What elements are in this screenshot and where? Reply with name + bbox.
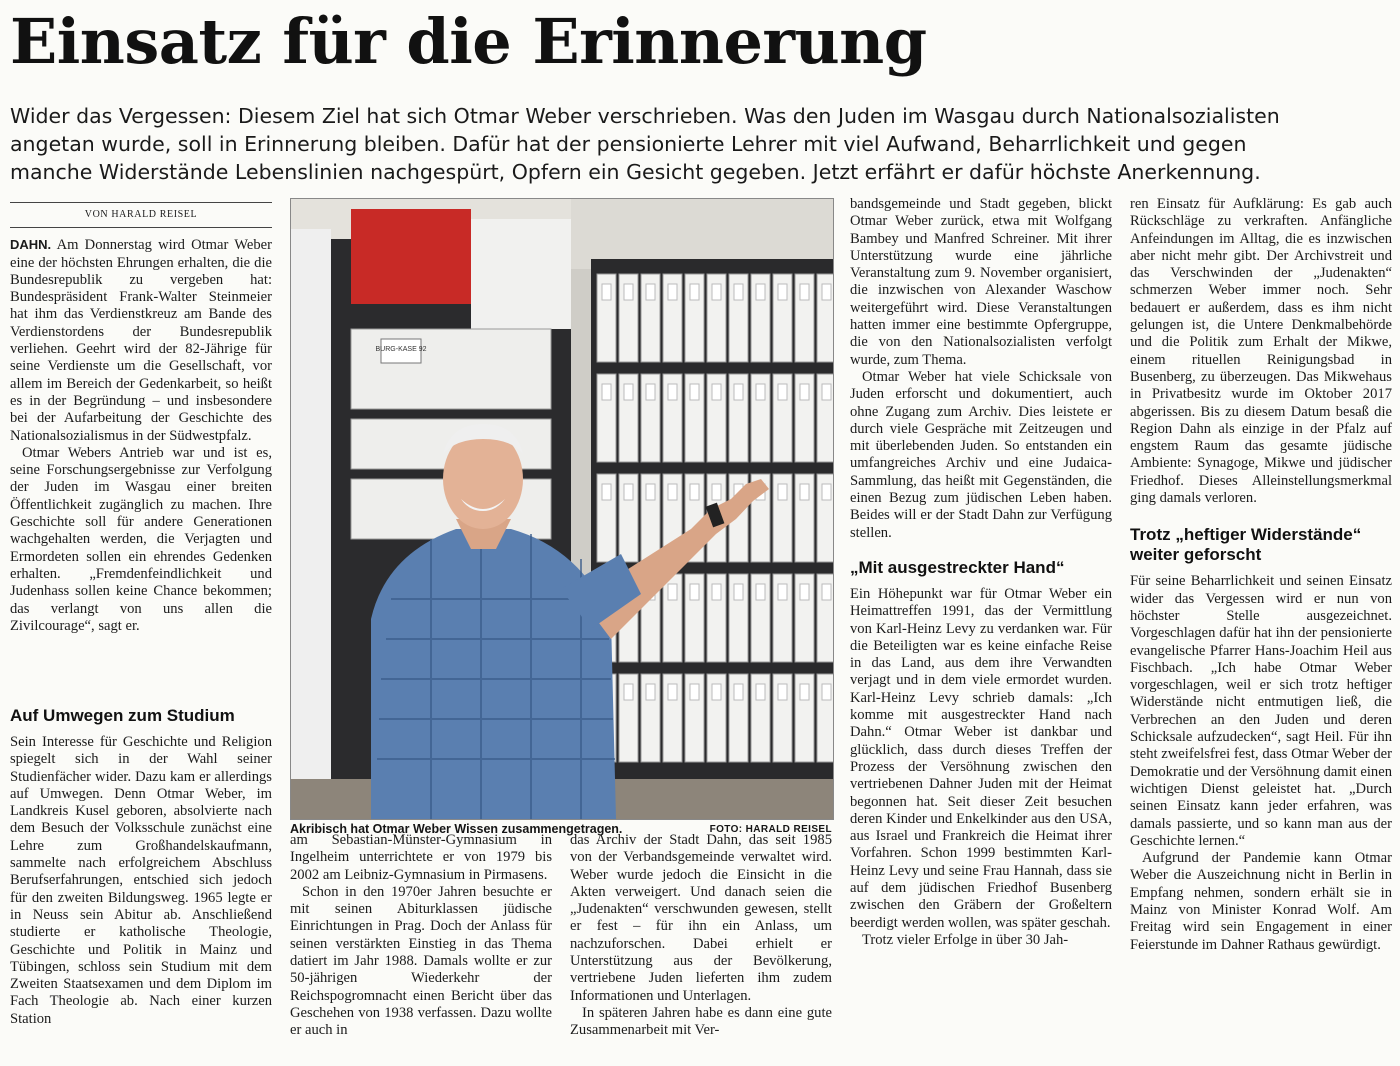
- binder-label: [778, 684, 787, 700]
- binder-label: [778, 384, 787, 400]
- article-column-5: [1130, 196, 1392, 954]
- binder-label: [624, 384, 633, 400]
- photo-illustration: [291, 199, 833, 819]
- article-paragraph: Sein Interesse für Geschichte und Religion spiegelt sich in der Wahl seiner Studienfächer wider. Dazu kam er allerdings auf Umwegen. Denn Otmar Weber, im Landkreis Kusel geboren, absolvierte nach dem Besuch der Volksschule zunächst eine Lehre zum Großhandelskaufmann, sammelte nach erfolgreichem Abschluss Berufserfahrungen, entschied sich jedoch für den zweiten Bildungsweg. 1965 legte er in Neuss sein Abitur ab. Anschließend studierte er katholische Theologie, Geschichte und Politik in Mainz und Tübingen, schloss sein Studium mit dem Zweiten Staatsexamen und dem Diplom im Fach Theologie ab. Nach einer kurzen Station: [10, 734, 272, 1027]
- binder-label: [822, 684, 831, 700]
- binder-label: [778, 484, 787, 500]
- binder-label: [646, 384, 655, 400]
- binder-label: [800, 384, 809, 400]
- dateline: DAHN.: [10, 237, 52, 253]
- binder-label: [822, 384, 831, 400]
- binder-label: [756, 684, 765, 700]
- binder-label: [668, 484, 677, 500]
- binder-label: [756, 284, 765, 300]
- article-paragraph: Aufgrund der Pandemie kann Otmar Weber die Auszeichnung nicht in Berlin in Empfang nehmen, sondern erhält sie in Mainz von Minister Konrad Wolf. Am Freitag wird sein Engagement in einer Feierstunde im Dahner Rathaus gewürdigt.: [1130, 850, 1392, 953]
- article-column-3: [570, 832, 832, 1040]
- binder-label: [624, 284, 633, 300]
- subheading: [1130, 525, 1392, 565]
- binder-label: [602, 484, 611, 500]
- binder-label: [734, 684, 743, 700]
- binder-label: [800, 684, 809, 700]
- binder-label: [668, 584, 677, 600]
- article-column-4: [850, 196, 1112, 949]
- article-paragraph: am Sebastian-Münster-Gymnasium in Ingelheim unterrichtete er von 1979 bis 2002 am Leibniz-Gymnasium in Pirmasens.: [290, 832, 552, 883]
- binder-label: [734, 384, 743, 400]
- binder-label: [712, 284, 721, 300]
- lead-line: Wider das Vergessen: Diesem Ziel hat sich Otmar Weber verschrieben. Was den Juden im Wasgau durch Nationalsozialisten: [10, 104, 1280, 128]
- article-paragraph: Ein Höhepunkt war für Otmar Weber ein Heimattreffen 1991, das der Vermittlung von Karl-Heinz Levy zu verdanken war. Für die Beteiligten war es keine einfache Reise in das Land, aus dem ihre Verwandten verjagt und in dem viele ermordet wurden. Karl-Heinz Levy schrieb damals: „Ich komme mit ausgestreckter Hand nach Dahn.“ Otmar Weber ist dankbar und glücklich, dass durch dieses Treffen der Prozess der Versöhnung zwischen den vertriebenen Dahner Juden mit der Heimat begonnen hat. Seit dieser Zeit besuchen deren Kinder und Enkelkinder aus den USA, aus Israel und Frankreich die Heimat ihrer Vorfahren. Schon 1999 bestimmten Karl-Heinz Levy und seine Frau Hannah, dass sie auf dem jüdischen Friedhof Busenberg zwischen den Gräbern der Großeltern beerdigt werden wollen, was später geschah.: [850, 585, 1112, 931]
- binder-label: [690, 684, 699, 700]
- subheading-line: weiter geforscht: [1130, 545, 1262, 565]
- binder-label: [690, 484, 699, 500]
- article-paragraph: Otmar Webers Antrieb war und ist es, seine Forschungsergebnisse zur Verfolgung der Juden im Wasgau einer breiten Öffentlichkeit zugänglich zu machen. Ihre Geschichte soll für andere Generationen wachgehalten werden, die Verjagten und Ermordeten sollen ein ehrendes Gedenken erhalten. „Fremdenfeindlichkeit und Judenhass sollen keine Chance bekommen; das verlangt von uns allen die Zivilcourage“, sagt er.: [10, 444, 272, 634]
- byline: VON HARALD REISEL: [10, 202, 272, 228]
- photo-caption: Akribisch hat Otmar Weber Wissen zusammengetragen.: [290, 822, 623, 836]
- binder-label: [646, 684, 655, 700]
- article-paragraph: das Archiv der Stadt Dahn, das seit 1985 von der Verbandsgemeinde verwaltet wird. Weber wurde jedoch die Einsicht in die Akten verweigert. Und danach seien die „Judenakten“ verschwunden gewesen, stellt er fest – für ihn ein Anlass, um nachzuforschen. Dabei erhielt er Unterstützung aus der Bevölkerung, vertriebene Juden lieferten ihm zudem Informationen und Unterlagen.: [570, 832, 832, 1004]
- binder-label: [668, 284, 677, 300]
- lead-line: angetan wurde, soll in Erinnerung bleiben. Dafür hat der pensionierte Lehrer mit viel Aufwand, Beharrlichkeit und gegen: [10, 132, 1247, 156]
- article-photo: [290, 198, 834, 820]
- article-paragraph: Für seine Beharrlichkeit und seinen Einsatz wider das Vergessen wird er nun von höchster Stelle ausgezeichnet. Vorgeschlagen dafür hat ihn der pensionierte evangelische Pfarrer Hans-Joachim Heil aus Fischbach. „Ich habe Otmar Weber vorgeschlagen, weil er sich trotz heftiger Widerstände nicht entmutigen ließ, die Verbrechen an den Juden und deren Schicksale aufzudecken“, sagt Heil. Für ihn steht zweifelsfrei fest, dass Otmar Weber der Demokratie und der Versöhnung damit einen wichtigen Dienst geleistet hat. „Durch seinen Einsatz kann jeder erfahren, was damals passierte, und so kann man aus der Geschichte lernen.“: [1130, 573, 1392, 849]
- binder-label: [822, 484, 831, 500]
- binder-label: [822, 284, 831, 300]
- binder-label: [712, 684, 721, 700]
- binder-label: [800, 584, 809, 600]
- binder-label: [734, 284, 743, 300]
- subheading-line: Trotz „heftiger Widerstände“: [1130, 525, 1362, 545]
- article-paragraph: Otmar Weber hat viele Schicksale von Juden erforscht und dokumentiert, auch ohne Zugang zum Archiv. Dies leistete er durch viele Gespräche mit Zeitzeugen und mit überlebenden Juden. So entstanden ein umfangreiches Archiv und eine Judaica-Sammlung, das heißt mit Gegenständen, die einen Bezug zum jüdischen Leben haben. Beides will er der Stadt Dahn zur Verfügung stellen.: [850, 368, 1112, 541]
- binder-label: [822, 584, 831, 600]
- article-column-1: [10, 202, 272, 635]
- binder-label: [690, 384, 699, 400]
- binder-label: [756, 584, 765, 600]
- article-column-1-lower: [10, 706, 272, 1028]
- article-column-2: [290, 832, 552, 1040]
- article-paragraph: bandsgemeinde und Stadt gegeben, blickt Otmar Weber zurück, etwa mit Wolfgang Bambey und Manfred Schreiner. Mit ihrer Unterstützung wurde eine jährliche Veranstaltung zum 9. November organisiert, die inzwischen von Alexander Waschow weitergeführt wird. Diese Veranstaltungen hatten immer eine bestimmte Opfergruppe, die von den Nationalsozialisten verfolgt wurde, zum Thema.: [850, 196, 1112, 368]
- binder-label: [668, 384, 677, 400]
- binder-label: [602, 384, 611, 400]
- photo-credit: FOTO: HARALD REISEL: [709, 824, 832, 835]
- binder-label: [646, 484, 655, 500]
- binder-label: [756, 384, 765, 400]
- binder-label: [690, 584, 699, 600]
- article-paragraph: ren Einsatz für Aufklärung: Es gab auch Rückschläge zu verkraften. Anfängliche Anfeindungen im Alltag, die es inzwischen aber nicht mehr gibt. Der Archivstreit und das Verschwinden der „Judenakten“ schmerzen Weber immer noch. Sehr bedauert er außerdem, dass es ihm nicht gelungen ist, die Untere Denkmalbehörde und die Politik zum Erhalt der Mikwe, einem rituellen Reinigungsbad in Busenberg, zu überzeugen. Das Mikwehaus in Privatbesitz wurde im Oktober 2017 abgerissen. Bis zu diesem Datum besaß die Region Dahn als einzige in der Pfalz auf engstem Raum das gesamte jüdische Ambiente: Synagoge, Mikwe und jüdischer Friedhof. Dieses Alleinstellungsmerkmal ging damals verloren.: [1130, 196, 1392, 507]
- binder-label: [712, 484, 721, 500]
- article-paragraph: Schon in den 1970er Jahren besuchte er mit seinen Abiturklassen jüdische Einrichtungen in Prag. Doch der Anlass für seinen verstärkten Einstieg in das Thema datiert im Jahr 1988. Damals wollte er zur 50-jährigen Wiederkehr der Reichspogromnacht einen Bericht über das Geschehen von 1938 verfassen. Dazu wollte er auch in: [290, 883, 552, 1039]
- binder-label: [624, 684, 633, 700]
- binder-label: [646, 284, 655, 300]
- binder-label: [668, 684, 677, 700]
- binder-label: [690, 284, 699, 300]
- headline: Einsatz für die Erinnerung: [10, 5, 927, 78]
- paragraph-text: Am Donnerstag wird Otmar Weber eine der höchsten Ehrungen erhalten, die die Bundesrepublik zu vergeben hat: Bundespräsident Frank-Walter Steinmeier hat ihm das Verdienstkreuz am Bande des Verdienstordens der Bundesrepublik verliehen. Geehrt wird der 82-Jährige für seine Verdienste um die Gesellschaft, vor allem im Bereich der Gedenkarbeit, so heißt es in der Begründung – und insbesondere bei der Aufarbeitung der Geschichte des Nationalsozialismus in der Südwestpfalz.: [10, 237, 272, 444]
- article-paragraph: Trotz vieler Erfolge in über 30 Jah-: [862, 931, 1069, 948]
- lead-paragraph: [10, 102, 1390, 186]
- binder-label: [778, 284, 787, 300]
- binder-label: [602, 284, 611, 300]
- article-paragraph: In späteren Jahren habe es dann eine gute Zusammenarbeit mit Ver-: [570, 1004, 832, 1039]
- binder-label: [778, 584, 787, 600]
- subheading: „Mit ausgestreckter Hand“: [850, 557, 1065, 577]
- subheading: Auf Umwegen zum Studium: [10, 706, 235, 725]
- binder-label: [800, 284, 809, 300]
- photo-label-text: BURG-KASE 92: [375, 346, 427, 353]
- binder-label: [734, 584, 743, 600]
- article-paragraph: [10, 236, 272, 445]
- binder-label: [712, 384, 721, 400]
- binder-label: [712, 584, 721, 600]
- lead-line: manche Widerstände Lebenslinien nachgespürt, Opfern ein Gesicht gegeben. Jetzt erfährt er dafür höchste Anerkennung.: [10, 160, 1261, 184]
- binder-label: [800, 484, 809, 500]
- binder-label: [624, 484, 633, 500]
